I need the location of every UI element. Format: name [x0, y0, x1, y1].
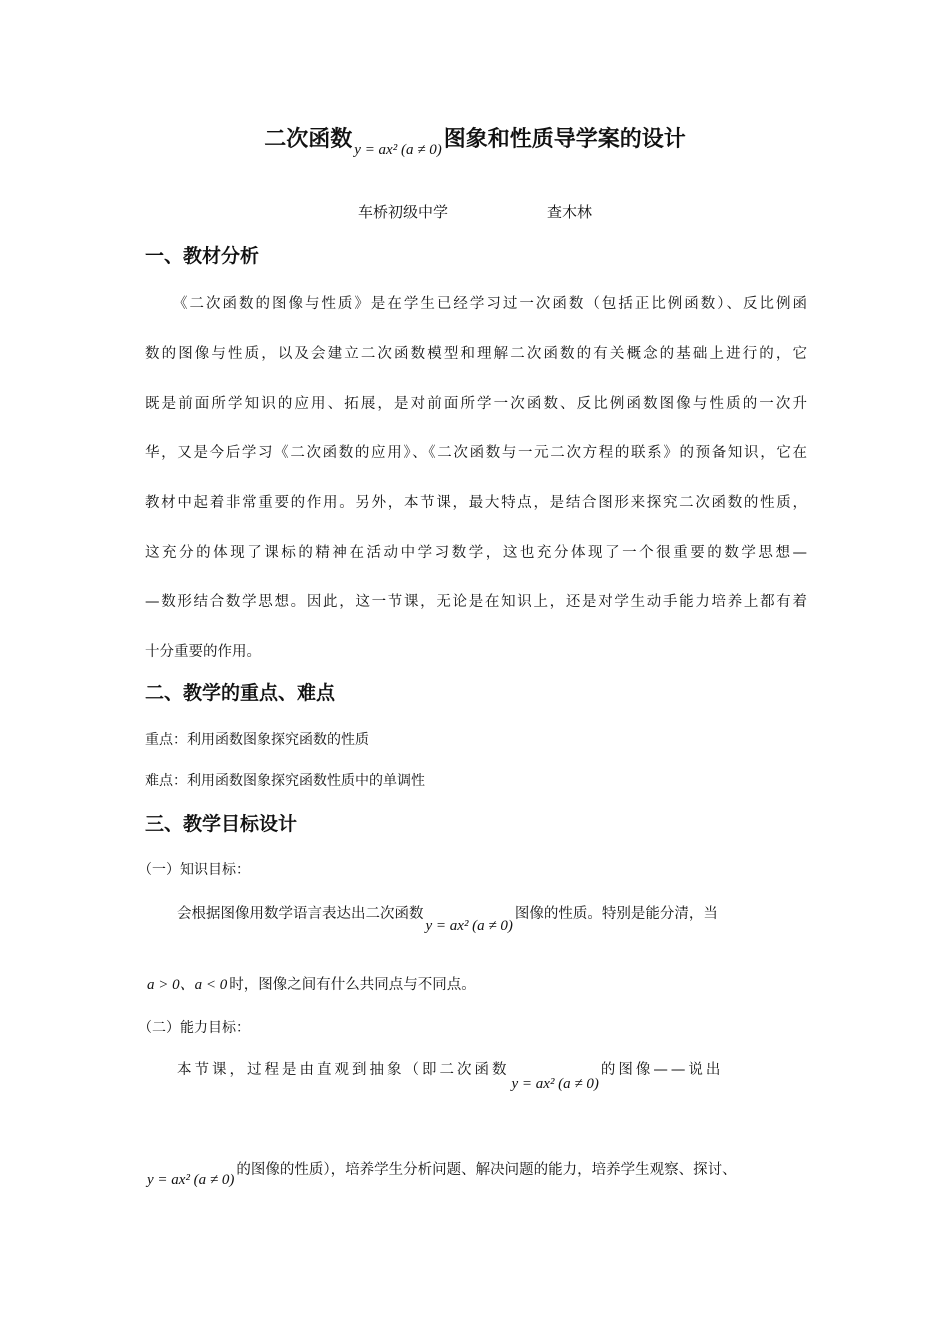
author-name: 查木林	[547, 203, 593, 221]
inline-condition: a > 0、a < 0	[147, 977, 228, 993]
inline-formula: y = ax² (a ≠ 0)	[425, 918, 513, 934]
section-heading-analysis: 一、教材分析	[145, 245, 260, 267]
section-heading-key-points: 二、教学的重点、难点	[145, 682, 336, 704]
knowledge-text-b: 图像的性质。特别是能分清，当	[514, 906, 718, 922]
paragraph-line: 《二次函数的图像与性质》是在学生已经学习过一次函数（包括正比例函数）、反比例函	[173, 296, 807, 312]
paragraph-line: —数形结合数学思想。因此，这一节课，无论是在知识上，还是对学生动手能力培养上都有着	[145, 594, 807, 610]
ability-text-a: 本节课，过程是由直观到抽象（即二次函数	[177, 1062, 510, 1078]
knowledge-line-2	[145, 973, 807, 994]
paragraph-line: 这充分的体现了课标的精神在活动中学习数学，这也充分体现了一个很重要的数学思想—	[145, 545, 807, 561]
paragraph-line: 十分重要的作用。	[145, 644, 261, 660]
title-prefix: 二次函数	[264, 127, 353, 152]
paragraph-line: 教材中起着非常重要的作用。另外，本节课，最大特点，是结合图形来探究二次函数的性质，	[145, 495, 807, 511]
inline-formula: y = ax² (a ≠ 0)	[511, 1076, 599, 1092]
knowledge-line-1	[177, 902, 807, 935]
ability-text-b: 的图像——说出	[600, 1062, 724, 1078]
paragraph-line: 既是前面所学知识的应用、拓展，是对前面所学一次函数、反比例函数图像与性质的一次升	[145, 396, 807, 412]
difficult-point-text: 难点：利用函数图象探究函数性质中的单调性	[145, 773, 425, 789]
key-point-text: 重点：利用函数图象探究函数的性质	[145, 732, 369, 748]
subheading-ability: （二）能力目标：	[138, 1020, 250, 1036]
paragraph-line: 华，又是今后学习《二次函数的应用》、《二次函数与一元二次方程的联系》的预备知识，它在	[145, 445, 807, 461]
section-heading-objectives: 三、教学目标设计	[145, 813, 298, 835]
title-suffix: 图象和性质导学案的设计	[443, 127, 686, 152]
ability-line-1	[177, 1058, 807, 1093]
page-title	[0, 122, 950, 159]
knowledge-text-c: 时，图像之间有什么共同点与不同点。	[229, 977, 476, 993]
ability-text-c: 的图像的性质），培养学生分析问题、解决问题的能力，培养学生观察、探讨、	[236, 1162, 737, 1178]
school-name: 车桥初级中学	[358, 203, 449, 221]
paragraph-line: 数的图像与性质，以及会建立二次函数模型和理解二次函数的有关概念的基础上进行的，它	[145, 346, 807, 362]
title-formula: y = ax² (a ≠ 0)	[354, 142, 442, 158]
ability-line-2	[145, 1158, 807, 1189]
knowledge-text-a: 会根据图像用数学语言表达出二次函数	[177, 906, 424, 922]
inline-formula: y = ax² (a ≠ 0)	[147, 1172, 235, 1188]
subheading-knowledge: （一）知识目标：	[138, 862, 250, 878]
